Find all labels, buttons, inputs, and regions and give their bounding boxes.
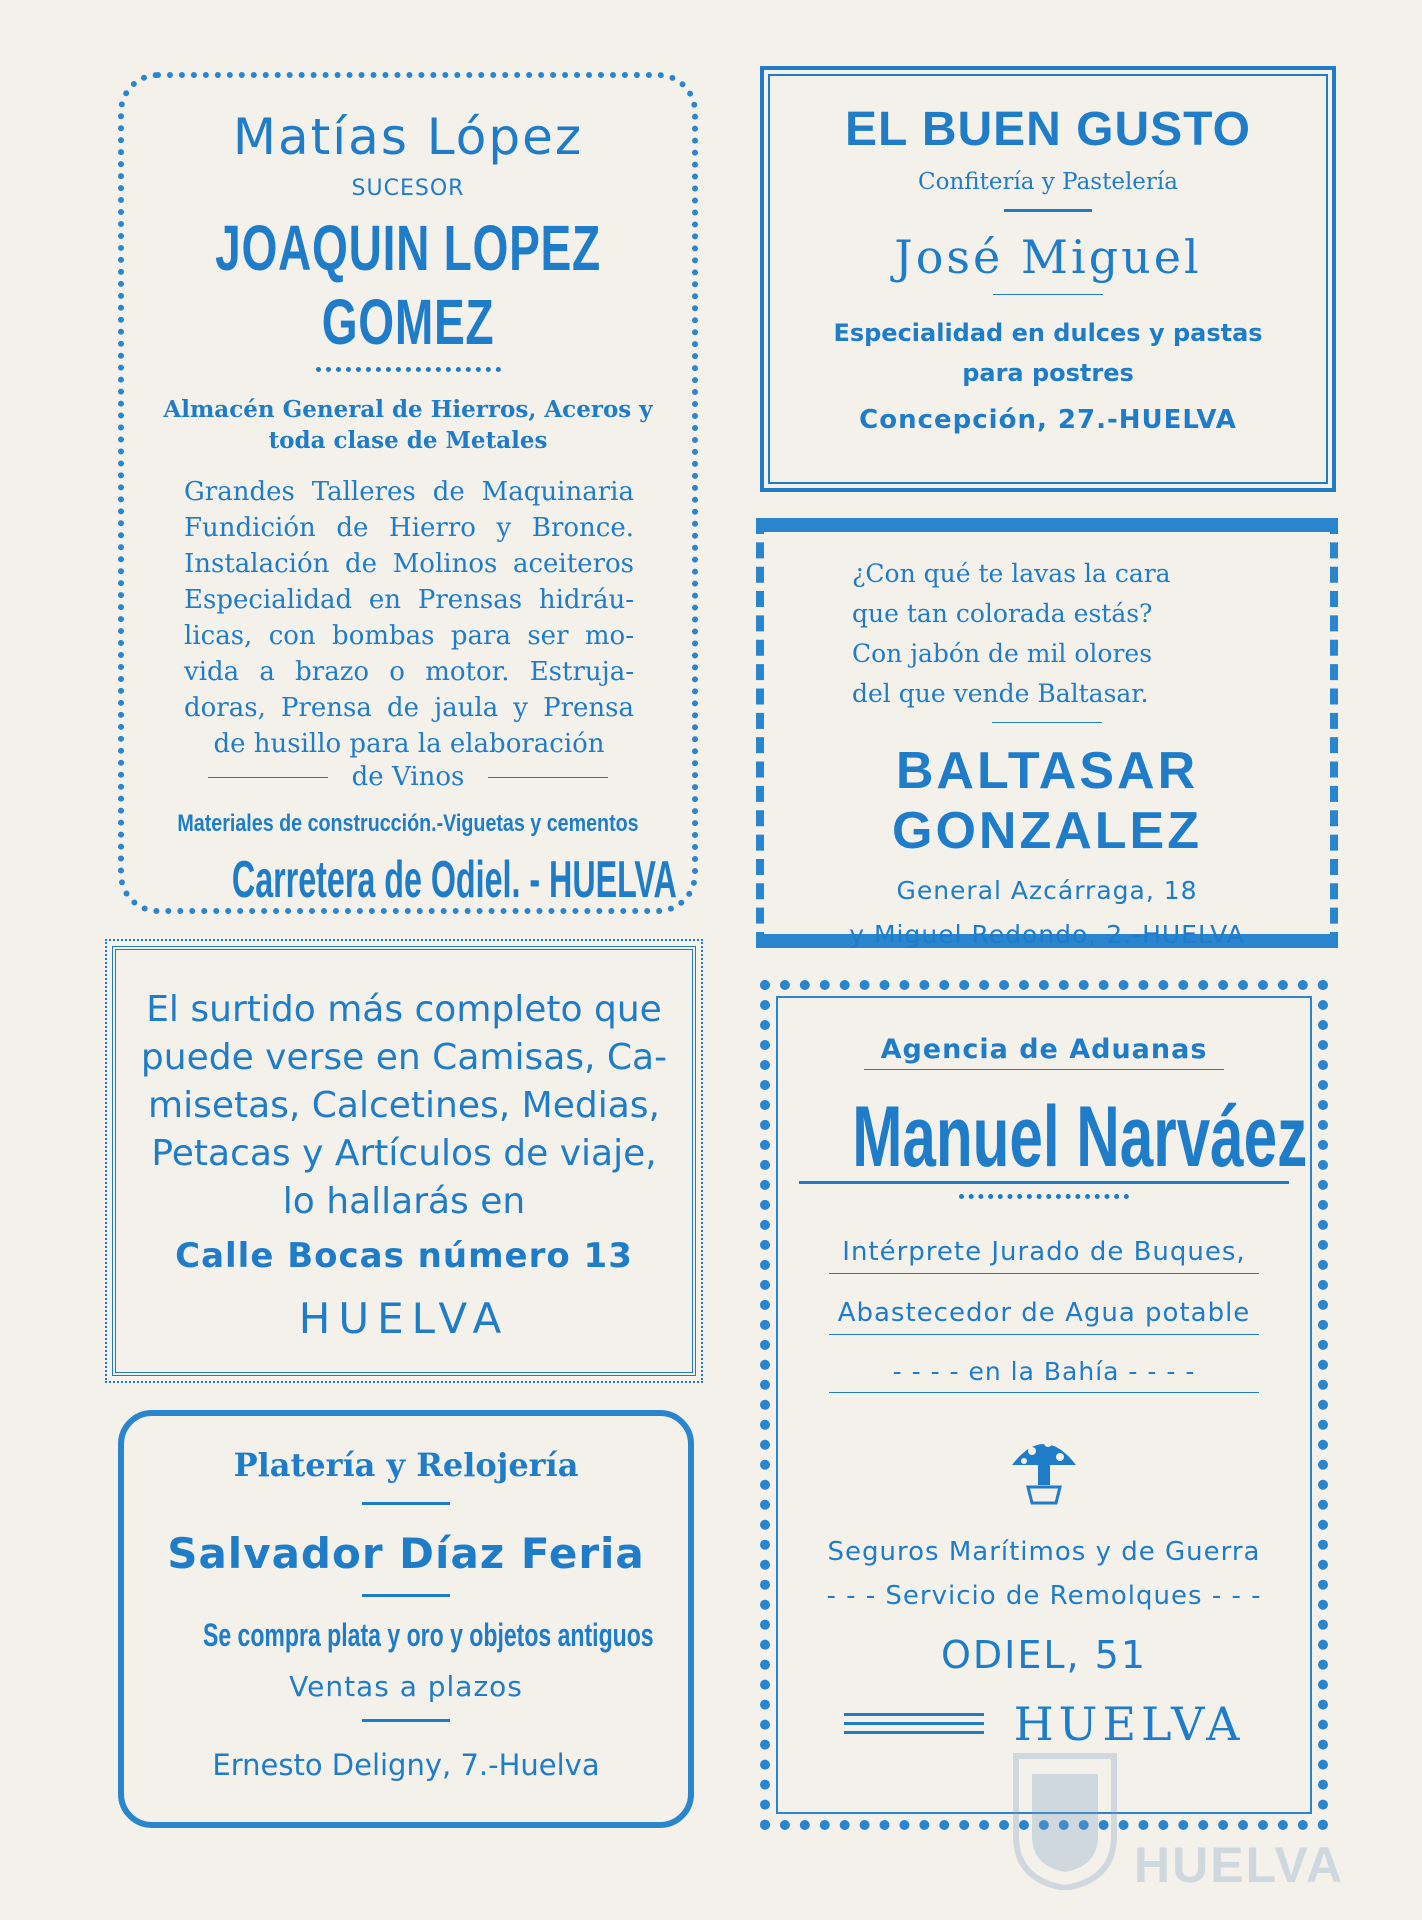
ad-address: ODIEL, 51 [940,1633,1148,1677]
watermark [1010,1740,1410,1900]
divider [992,722,1102,723]
ad-service-line: - - - Servicio de Remolques - - - [826,1581,1262,1611]
divider [993,294,1103,295]
ad-materials: Materiales de construcción.-Viguetas y cementos [177,810,639,837]
ad-owner-name: JOAQUIN LOPEZ GOMEZ [215,212,601,358]
ad-address-line: y Miguel Redondo, 2.-HUELVA [849,920,1245,949]
verse-line: del que vende Baltasar. [852,679,1149,708]
ad-body-line: puede verse en Camisas, Ca- [140,1037,668,1078]
ad-description: Grandes Talleres de Maquinaria Fundición de Hierro y Bronce. Instalación de Molinos aceiteros Especialidad en Prensas hidráu- licas, con bombas para ser mo- vida a brazo o motor. Estruja- doras, Prensa de jaula y Prensa de husillo para la elaboración [184,477,634,759]
ad-service-line: Seguros Marítimos y de Guerra [827,1537,1261,1567]
ad-verse [852,554,1330,714]
divider [488,777,608,778]
ad-address-line: General Azcárraga, 18 [896,876,1198,905]
verse-line: Con jabón de mil olores [852,639,1153,668]
ad-city: HUELVA [298,1294,510,1343]
bead-ornament [959,1194,1129,1199]
divider [1004,209,1092,212]
ad-city: HUELVA [1013,1697,1245,1751]
ad-plazos: Ventas a plazos [289,1670,523,1703]
ad-subtitle: Confitería y Pastelería [918,169,1178,195]
ad-title: EL BUEN GUSTO [845,103,1251,156]
ad-service-line: Abastecedor de Agua potable [837,1298,1251,1328]
triple-rule-ornament [844,1711,984,1737]
ad-body-line: misetas, Calcetines, Medias, [148,1085,660,1126]
divider [208,777,328,778]
ad-owner-name: Salvador Díaz Feria [167,1529,645,1578]
ad-address: Concepción, 27.-HUELVA [859,405,1237,435]
ad-body-line: lo hallarás en [282,1181,526,1222]
ad-agencia-aduanas [760,980,1328,1830]
mushroom-icon [1004,1427,1084,1507]
ad-body-line: Petacas y Artículos de viaje, [151,1133,657,1174]
ad-title: Platería y Relojería [233,1446,579,1484]
verse-line: ¿Con qué te lavas la cara [852,559,1171,588]
ad-body-line: El surtido más completo que [146,989,662,1030]
shield-icon [1010,1740,1120,1890]
ad-warehouse-line: Almacén General de Hierros, Aceros y [163,396,653,423]
divider [829,1392,1259,1393]
divider [829,1334,1259,1335]
ad-warehouse-line: toda clase de Metales [268,427,548,454]
ad-title: Agencia de Aduanas [880,1034,1208,1065]
ad-specialty-line: Especialidad en dulces y pastas [833,319,1263,347]
ad-address: Carretera de Odiel. - HUELVA [231,851,677,909]
ad-baltasar-gonzalez [756,518,1338,948]
ad-plateria-relojeria [118,1410,694,1828]
divider [829,1273,1259,1274]
divider [864,1069,1224,1070]
ad-title: Matías López [232,108,584,166]
ad-buy-line: Se compra plata y oro y objetos antiguos [202,1617,654,1653]
ad-address: Ernesto Deligny, 7.-Huelva [212,1748,600,1782]
divider [362,1719,450,1722]
ad-specialty-line: para postres [962,359,1134,387]
ad-successor-label: SUCESOR [351,176,465,201]
ad-calle-bocas [112,946,696,1376]
dotted-divider [316,367,501,372]
ad-matias-lopez [118,72,698,914]
ad-el-buen-gusto [760,66,1336,492]
ad-service-line: Intérprete Jurado de Buques, [842,1237,1246,1267]
watermark-text: HUELVA [1134,1837,1345,1893]
ad-vinos-row [124,762,692,792]
ad-service-line: - - - - en la Bahía - - - - [892,1357,1196,1386]
ad-street: Calle Bocas número 13 [175,1236,633,1276]
ad-owner-name: Manuel Narváez [852,1089,1308,1185]
ad-owner-name: José Miguel [894,230,1202,284]
divider [362,1594,450,1597]
divider [362,1502,450,1505]
verse-line: que tan colorada estás? [852,599,1153,628]
ad-vinos-text: de Vinos [351,762,465,792]
ad-owner-name: BALTASAR GONZALEZ [892,742,1202,860]
